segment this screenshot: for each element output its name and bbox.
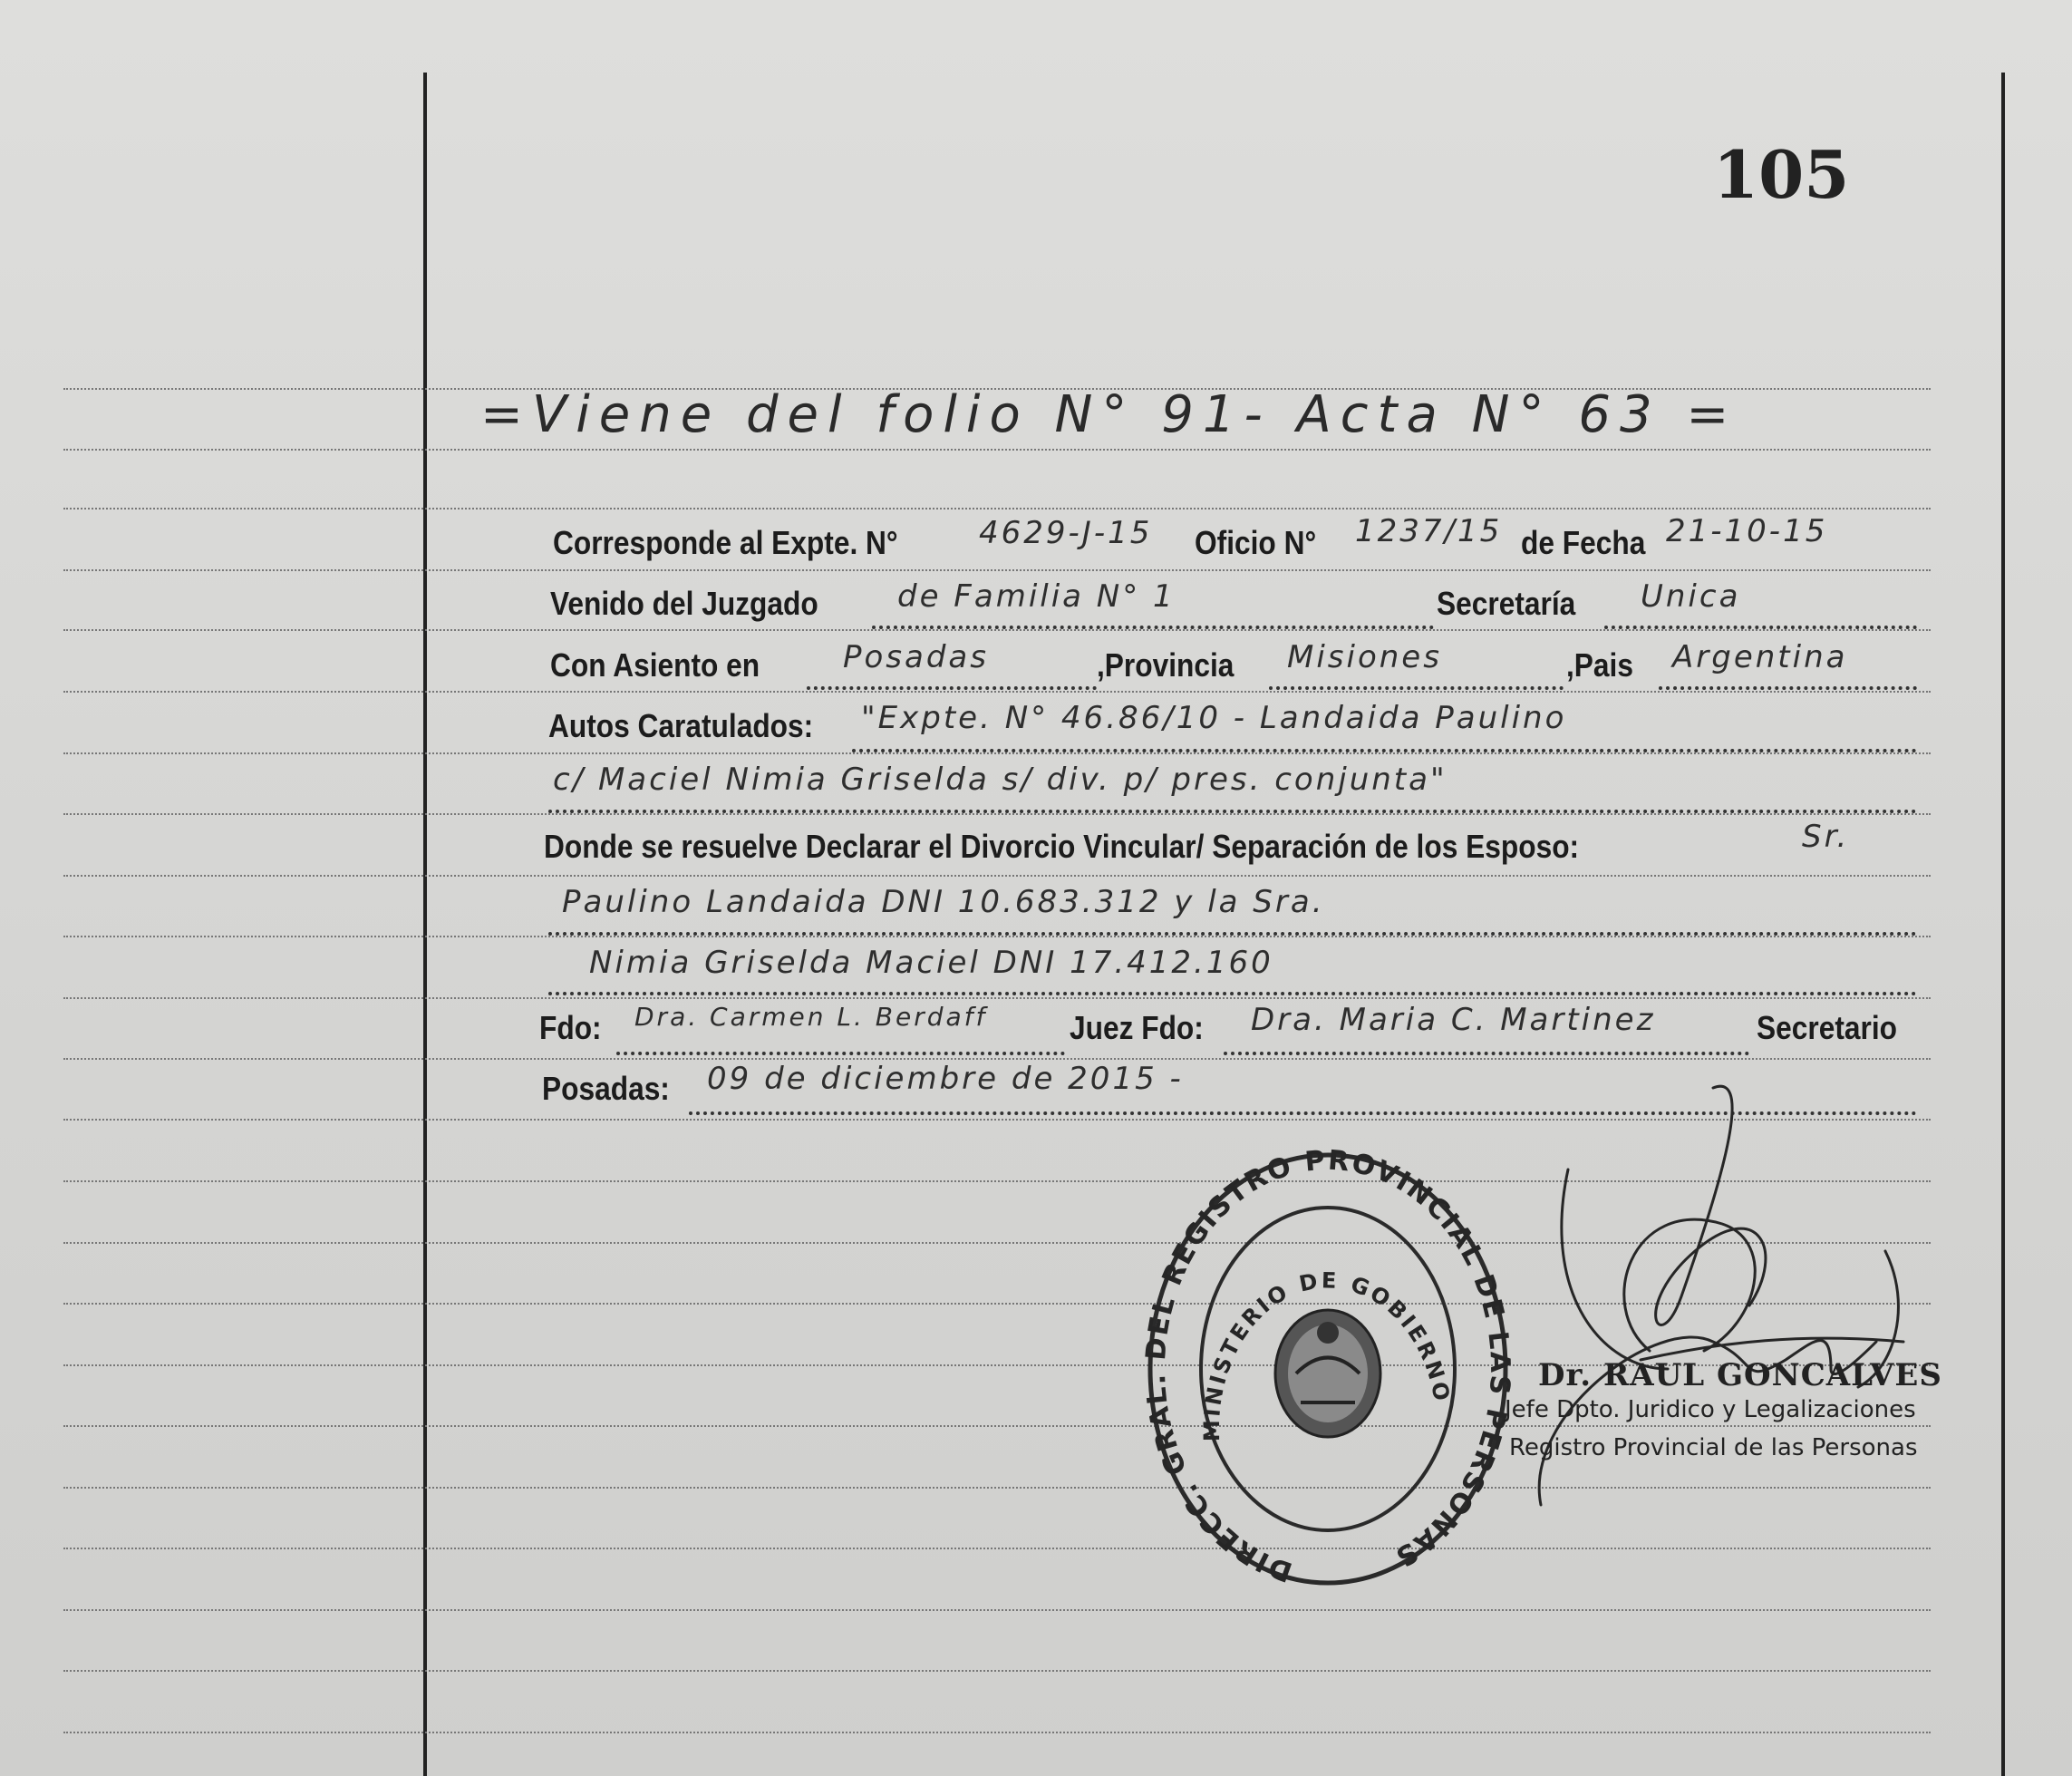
pais-label: ,Pais — [1566, 646, 1633, 684]
lugar-label: Posadas: — [542, 1070, 670, 1107]
fill-dots — [1659, 686, 1917, 690]
signer-office: Registro Provincial de las Personas — [1509, 1434, 1918, 1461]
folio-number: 105 — [1713, 136, 1850, 213]
ruled-line — [63, 1609, 1931, 1611]
ruled-line — [63, 1548, 1931, 1549]
provincia-label: ,Provincia — [1097, 646, 1234, 684]
fill-dots — [852, 749, 1917, 752]
fill-dots — [616, 1052, 1065, 1055]
fill-dots — [1604, 626, 1917, 629]
stamp-graphic — [1142, 1147, 1514, 1591]
stamp-outer-text: DIRECC. GRAL. DEL REGISTRO PROVINCIAL DE LAS PERSONAS — [1142, 1147, 1514, 1588]
ruled-line — [63, 936, 1931, 937]
oficio-label: Oficio N° — [1195, 524, 1317, 561]
ruled-line — [63, 1058, 1931, 1060]
lugar-value: 09 de diciembre de 2015 - — [707, 1061, 1184, 1097]
fill-dots — [548, 810, 1917, 813]
juzgado-value: de Familia N° 1 — [897, 578, 1176, 615]
fill-dots — [872, 626, 1434, 629]
fecha-label: de Fecha — [1521, 524, 1646, 561]
ruled-line — [63, 997, 1931, 999]
signature-graphic — [1486, 1070, 1958, 1541]
ruled-line — [63, 1732, 1931, 1733]
ruled-line — [63, 813, 1931, 815]
left-margin-rule — [423, 73, 427, 1776]
provincia-value: Misiones — [1287, 639, 1442, 675]
stamp-inner-text: MINISTERIO DE GOBIERNO — [1198, 1267, 1456, 1442]
official-stamp — [1142, 1147, 1514, 1591]
pais-value: Argentina — [1672, 639, 1848, 675]
ruled-line — [63, 752, 1931, 754]
ruled-line — [63, 691, 1931, 693]
signature — [1486, 1070, 1958, 1541]
fill-dots — [1269, 686, 1564, 690]
expediente-label: Corresponde al Expte. N° — [553, 524, 898, 561]
fill-dots — [548, 992, 1917, 995]
resuelve-value-start: Sr. — [1802, 819, 1850, 855]
fdo-label: Fdo: — [539, 1009, 602, 1046]
signer-title: Jefe Dpto. Juridico y Legalizaciones — [1505, 1396, 1916, 1423]
signer-name: Dr. RAUL GONCALVES — [1538, 1357, 1942, 1393]
asiento-label: Con Asiento en — [550, 646, 760, 684]
ruled-line — [63, 449, 1931, 451]
secretario-label: Secretario — [1757, 1009, 1897, 1046]
resuelve-label: Donde se resuelve Declarar el Divorcio Vincular/ Separación de los Esposo: — [544, 828, 1580, 865]
fill-dots — [548, 932, 1917, 936]
ruled-line — [63, 1670, 1931, 1672]
autos-line-1: "Expte. N° 46.86/10 - Landaida Paulino — [861, 700, 1567, 736]
fill-dots — [1224, 1052, 1749, 1055]
expediente-value: 4629-J-15 — [979, 515, 1153, 551]
ruled-line — [63, 508, 1931, 510]
continuation-note: =Viene del folio N° 91- Acta N° 63 = — [480, 385, 1738, 444]
resuelve-line-2: Nimia Griselda Maciel DNI 17.412.160 — [589, 945, 1273, 981]
ruled-line — [63, 569, 1931, 571]
autos-line-2: c/ Maciel Nimia Griselda s/ div. p/ pres. conjunta" — [553, 762, 1447, 798]
resuelve-line-1: Paulino Landaida DNI 10.683.312 y la Sra. — [562, 884, 1325, 920]
juez-label: Juez Fdo: — [1070, 1009, 1204, 1046]
fecha-value: 21-10-15 — [1666, 513, 1828, 549]
ruled-line — [63, 875, 1931, 877]
juez-name: Dra. Carmen L. Berdaff — [634, 1002, 988, 1032]
juzgado-label: Venido del Juzgado — [550, 585, 818, 622]
secretario-name: Dra. Maria C. Martinez — [1251, 1002, 1656, 1038]
coat-of-arms-icon — [1275, 1310, 1380, 1437]
autos-label: Autos Caratulados: — [548, 707, 814, 744]
right-margin-rule — [2001, 73, 2005, 1776]
fill-dots — [807, 686, 1097, 690]
asiento-value: Posadas — [843, 639, 989, 675]
secretaria-value: Unica — [1641, 578, 1741, 615]
secretaria-label: Secretaría — [1437, 585, 1576, 622]
ruled-line — [63, 629, 1931, 631]
oficio-value: 1237/15 — [1355, 513, 1503, 549]
